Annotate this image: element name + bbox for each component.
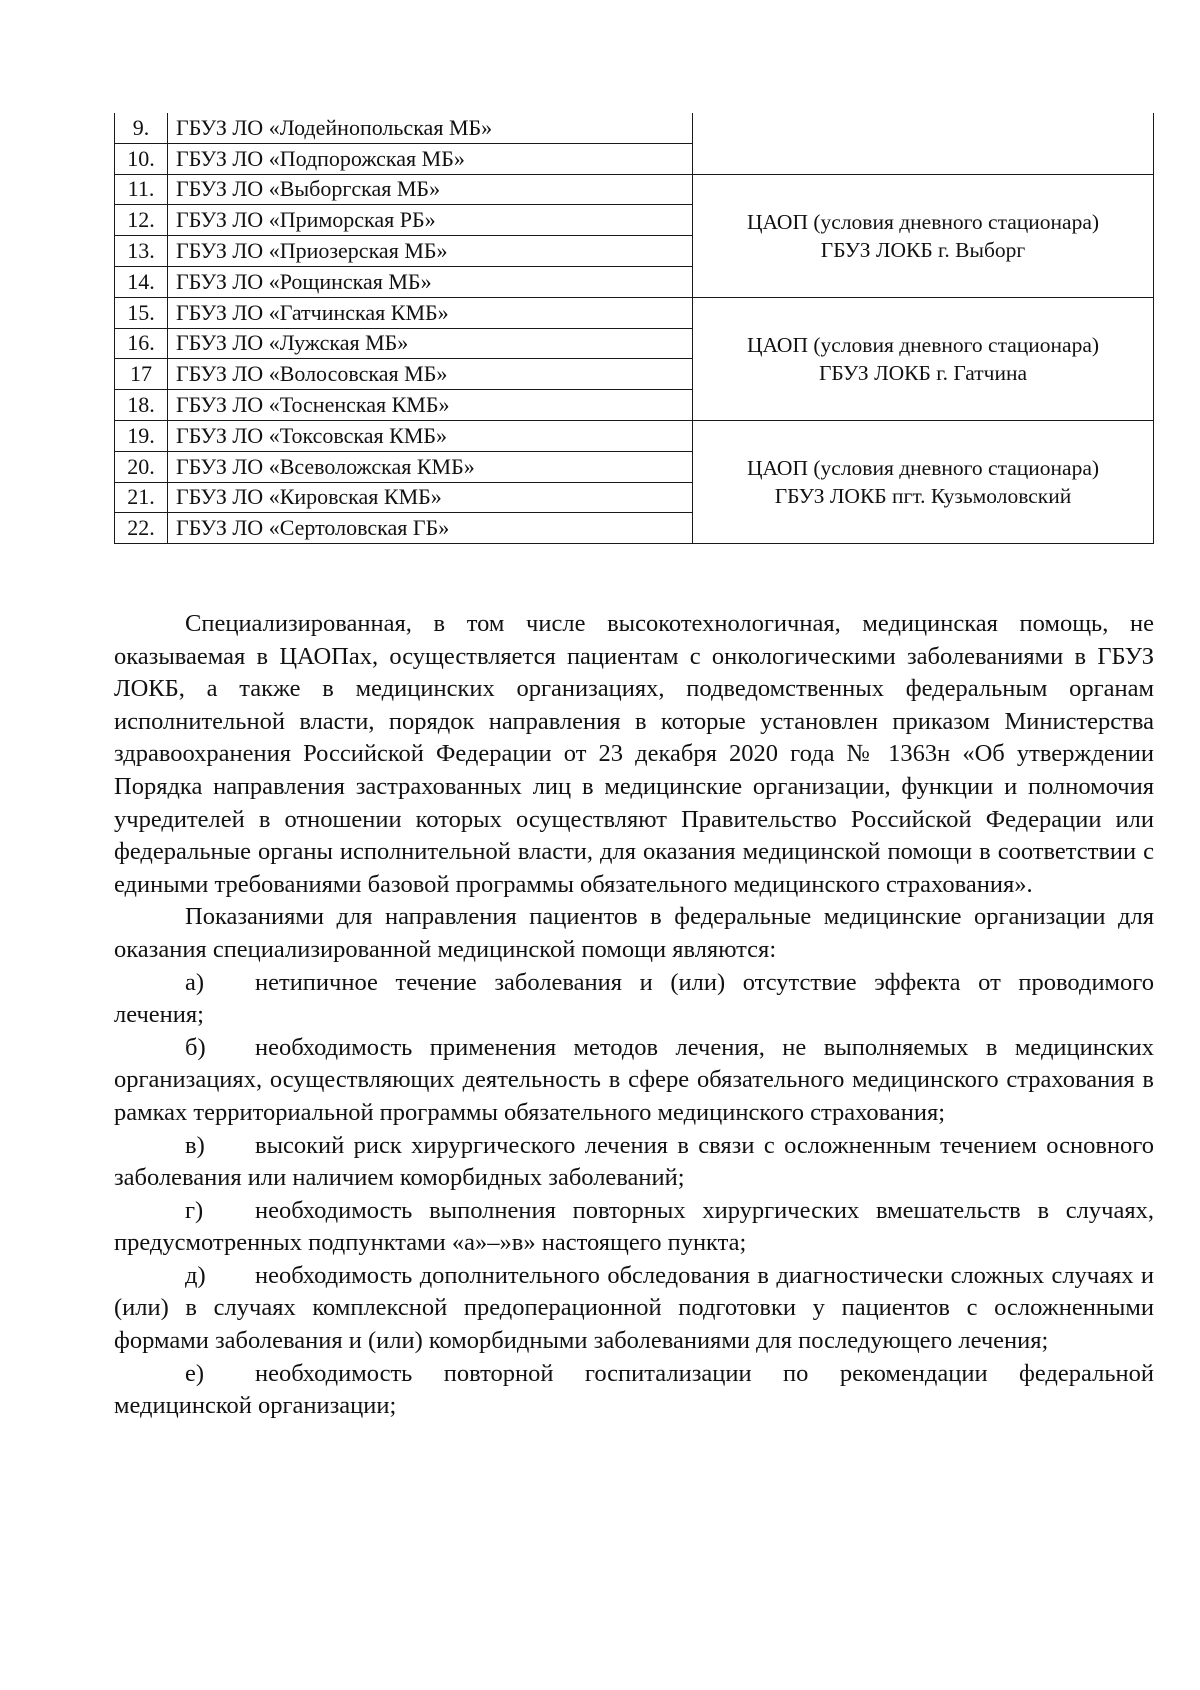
list-item <box>114 1130 1154 1195</box>
list-item-text: высокий риск хирургического лечения в связи с осложненным течением основного заболевания или наличием коморбидных заболеваний; <box>114 1131 1154 1192</box>
routing-center <box>693 420 1154 543</box>
list-item <box>114 1358 1154 1423</box>
hospital-name: ГБУЗ ЛО «Всеволожская КМБ» <box>168 451 693 482</box>
list-item-text: необходимость выполнения повторных хирургических вмешательств в случаях, предусмотренных подпунктами «а»–»в» настоящего пункта; <box>114 1196 1154 1257</box>
table-row <box>115 113 1154 143</box>
list-item <box>114 1195 1154 1260</box>
list-marker: д) <box>185 1261 206 1289</box>
row-number: 20. <box>115 451 168 482</box>
row-number: 21. <box>115 482 168 513</box>
hospital-name: ГБУЗ ЛО «Сертоловская ГБ» <box>168 513 693 544</box>
hospital-name: ГБУЗ ЛО «Токсовская КМБ» <box>168 420 693 451</box>
center-line: ЦАОП (условия дневного стационара) <box>746 332 1100 357</box>
list-marker: в) <box>185 1131 205 1159</box>
center-line: ЦАОП (условия дневного стационара) <box>746 209 1100 234</box>
paragraph-specialized-care: Специализированная, в том числе высокотехнологичная, медицинская помощь, не оказываемая в ЦАОПах, осуществляется пациентам с онкологическими заболеваниями в ГБУЗ ЛОКБ, а также в медицинских организациях, подведомственных федеральным органам исполнительной власти, порядок направления в которые установлен приказом Министерства здравоохранения Российской Федерации от 23 декабря 2020 года № 1363н «Об утверждении Порядка направления застрахованных лиц в медицинские организации, функции и полномочия учредителей в отношении которых осуществляют Правительство Российской Федерации или федеральные органы исполнительной власти, для оказания медицинской помощи в соответствии с едиными требованиями базовой программы обязательного медицинского страхования». <box>114 610 1154 898</box>
routing-center <box>693 113 1154 174</box>
hospital-name: ГБУЗ ЛО «Гатчинская КМБ» <box>168 297 693 328</box>
list-item-text: необходимость применения методов лечения, не выполняемых в медицинских организациях, осуществляющих деятельность в сфере обязательного медицинского страхования в рамках территориальной программы обязательного медицинского страхования; <box>114 1033 1154 1126</box>
list-marker: а) <box>185 968 205 996</box>
paragraph-indications: Показаниями для направления пациентов в федеральные медицинские организации для оказания специализированной медицинской помощи являются: <box>114 903 1154 963</box>
row-number: 22. <box>115 513 168 544</box>
row-number: 17 <box>115 359 168 390</box>
hospital-name: ГБУЗ ЛО «Подпорожская МБ» <box>168 143 693 174</box>
routing-center <box>693 174 1154 297</box>
hospital-name: ГБУЗ ЛО «Лодейнопольская МБ» <box>168 113 693 143</box>
row-number: 12. <box>115 205 168 236</box>
list-item <box>114 1032 1154 1130</box>
list-marker: е) <box>185 1359 205 1387</box>
table-row <box>115 420 1154 451</box>
hospital-name: ГБУЗ ЛО «Выборгская МБ» <box>168 174 693 205</box>
list-item-text: необходимость повторной госпитализации по рекомендации федеральной медицинской организации; <box>114 1359 1154 1420</box>
list-item-text: нетипичное течение заболевания и (или) отсутствие эффекта от проводимого лечения; <box>114 968 1154 1029</box>
list-item <box>114 967 1154 1032</box>
lpu-table <box>114 113 1154 544</box>
list-item <box>114 1260 1154 1358</box>
hospital-name: ГБУЗ ЛО «Лужская МБ» <box>168 328 693 359</box>
document-body <box>114 608 1154 1423</box>
list-item-text: необходимость дополнительного обследования в диагностически сложных случаях и (или) в случаях комплексной предоперационной подготовки у пациентов с осложненными формами заболевания и (или) коморбидными заболеваниями для последующего лечения; <box>114 1261 1154 1355</box>
hospital-name: ГБУЗ ЛО «Кировская КМБ» <box>168 482 693 513</box>
row-number: 19. <box>115 420 168 451</box>
row-number: 15. <box>115 297 168 328</box>
list-marker: б) <box>185 1033 206 1061</box>
hospital-name: ГБУЗ ЛО «Приозерская МБ» <box>168 236 693 267</box>
center-line: ГБУЗ ЛОКБ г. Выборг <box>820 237 1026 262</box>
row-number: 10. <box>115 143 168 174</box>
hospital-name: ГБУЗ ЛО «Тосненская КМБ» <box>168 390 693 421</box>
row-number: 16. <box>115 328 168 359</box>
table-row <box>115 297 1154 328</box>
hospital-name: ГБУЗ ЛО «Приморская РБ» <box>168 205 693 236</box>
table-row <box>115 174 1154 205</box>
row-number: 14. <box>115 266 168 297</box>
center-line: ЦАОП (условия дневного стационара) <box>746 456 1100 481</box>
row-number: 18. <box>115 390 168 421</box>
row-number: 11. <box>115 174 168 205</box>
list-marker: г) <box>185 1196 204 1224</box>
row-number: 13. <box>115 236 168 267</box>
hospital-name: ГБУЗ ЛО «Волосовская МБ» <box>168 359 693 390</box>
row-number: 9. <box>115 113 168 143</box>
hospital-name: ГБУЗ ЛО «Рощинская МБ» <box>168 266 693 297</box>
routing-center <box>693 297 1154 420</box>
center-line: ГБУЗ ЛОКБ пгт. Кузьмоловский <box>774 484 1072 509</box>
center-line: ГБУЗ ЛОКБ г. Гатчина <box>818 360 1028 385</box>
